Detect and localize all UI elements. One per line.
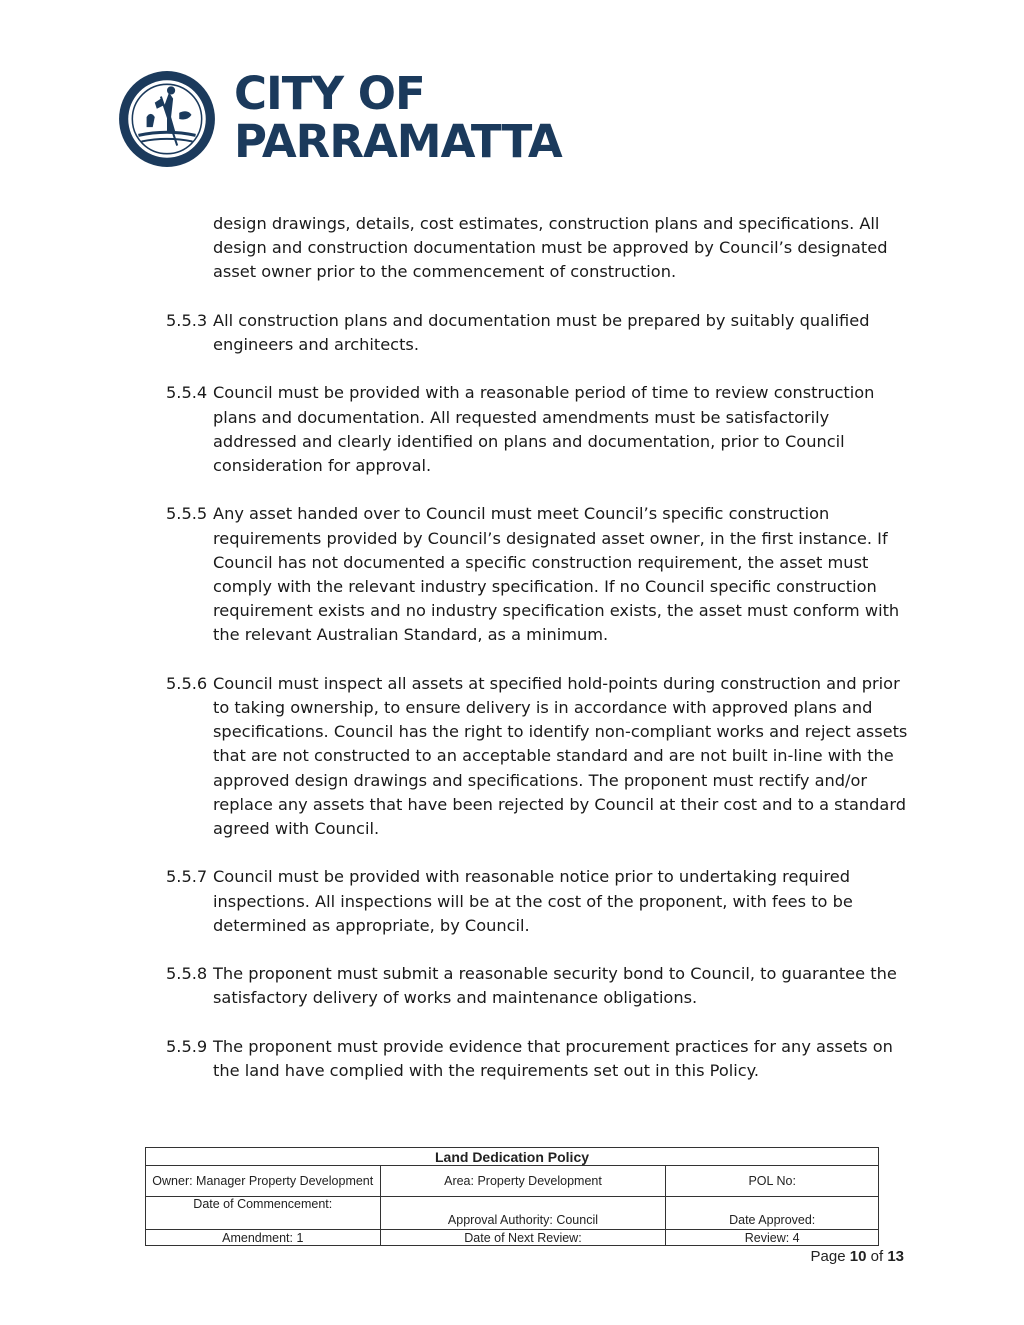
clause-text: Council must be provided with reasonable notice prior to undertaking required inspections. All inspections will be at the cost of the proponent, with fees to be determined as appropriate, by Council. bbox=[213, 867, 853, 935]
owner-cell: Owner: Manager Property Development bbox=[146, 1166, 381, 1197]
logo-wordmark bbox=[234, 67, 562, 168]
document-control-table bbox=[145, 1147, 879, 1246]
clause-number: 5.5.9 bbox=[166, 1036, 208, 1056]
document-control-footer bbox=[145, 1147, 879, 1246]
policy-body bbox=[166, 212, 911, 1083]
clause-text: The proponent must provide evidence that procurement practices for any assets on the land have complied with the requirements set out in this Policy. bbox=[213, 1036, 893, 1080]
date-commencement-cell: Date of Commencement: bbox=[146, 1197, 381, 1230]
clause-text: Council must inspect all assets at specified hold-points during construction and prior to taking ownership, to ensure delivery is in accordance with approved plans and specifications. Council has the right to identify non-compliant works and reject assets that are not constructed to an acceptable standard and are not built in-line with the approved design drawings and specifications. The proponent must rectify and/or replace any assets that have been rejected by Council at their cost and to a standard agreed with Council. bbox=[213, 673, 908, 839]
date-approved-cell: Date Approved: bbox=[666, 1197, 879, 1230]
next-review-cell: Date of Next Review: bbox=[380, 1230, 666, 1246]
clause-5-5-6 bbox=[166, 672, 911, 841]
clause-text: Council must be provided with a reasonable period of time to review construction plans and documentation. All requested amendments must be satisfactorily addressed and clearly identified on plans and documentation, prior to Council consideration for approval. bbox=[213, 383, 875, 475]
clause-5-5-9 bbox=[166, 1035, 911, 1083]
clause-number: 5.5.6 bbox=[166, 673, 208, 693]
clause-5-5-5 bbox=[166, 502, 911, 647]
pol-no-cell: POL No: bbox=[666, 1166, 879, 1197]
total-pages: 13 bbox=[887, 1248, 904, 1265]
clause-text: The proponent must submit a reasonable security bond to Council, to guarantee the satisfactory delivery of works and maintenance obligations. bbox=[213, 964, 897, 1008]
page-of: of bbox=[870, 1248, 884, 1265]
clause-continuation: design drawings, details, cost estimates, construction plans and specifications. All design and construction documentation must be approved by Council’s designated asset owner prior to the commencement of construction. bbox=[213, 214, 888, 282]
clause-number: 5.5.7 bbox=[166, 867, 208, 887]
policy-title: Land Dedication Policy bbox=[146, 1148, 879, 1166]
city-of-parramatta-logo bbox=[116, 67, 562, 172]
logo-line-1: CITY OF bbox=[234, 67, 425, 120]
clause-number: 5.5.4 bbox=[166, 383, 208, 403]
clause-5-5-8 bbox=[166, 962, 911, 1010]
amendment-cell: Amendment: 1 bbox=[146, 1230, 381, 1246]
clause-text: All construction plans and documentation must be prepared by suitably qualified engineers and architects. bbox=[213, 310, 870, 354]
page-label: Page bbox=[810, 1248, 846, 1265]
parramatta-emblem-icon bbox=[116, 68, 218, 170]
review-cell: Review: 4 bbox=[666, 1230, 879, 1246]
clause-text: Any asset handed over to Council must meet Council’s specific construction requirements provided by Council’s designated asset owner, in the first instance. If Council has not documented a specific construction requirement, the asset must comply with the relevant industry specification. If no Council specific construction requirement exists and no industry specification exists, the asset must conform with the relevant Australian Standard, as a minimum. bbox=[213, 504, 900, 645]
clause-number: 5.5.3 bbox=[166, 310, 208, 330]
clause-5-5-7 bbox=[166, 865, 911, 938]
clause-number: 5.5.8 bbox=[166, 964, 208, 984]
clause-number: 5.5.5 bbox=[166, 504, 208, 524]
logo-line-2: PARRAMATTA bbox=[234, 115, 562, 168]
page-number bbox=[811, 1248, 904, 1265]
clause-5-5-4 bbox=[166, 381, 911, 478]
clause-5-5-3 bbox=[166, 309, 911, 357]
current-page: 10 bbox=[849, 1248, 867, 1265]
area-cell: Area: Property Development bbox=[380, 1166, 666, 1197]
approval-authority-cell: Approval Authority: Council bbox=[380, 1197, 666, 1230]
